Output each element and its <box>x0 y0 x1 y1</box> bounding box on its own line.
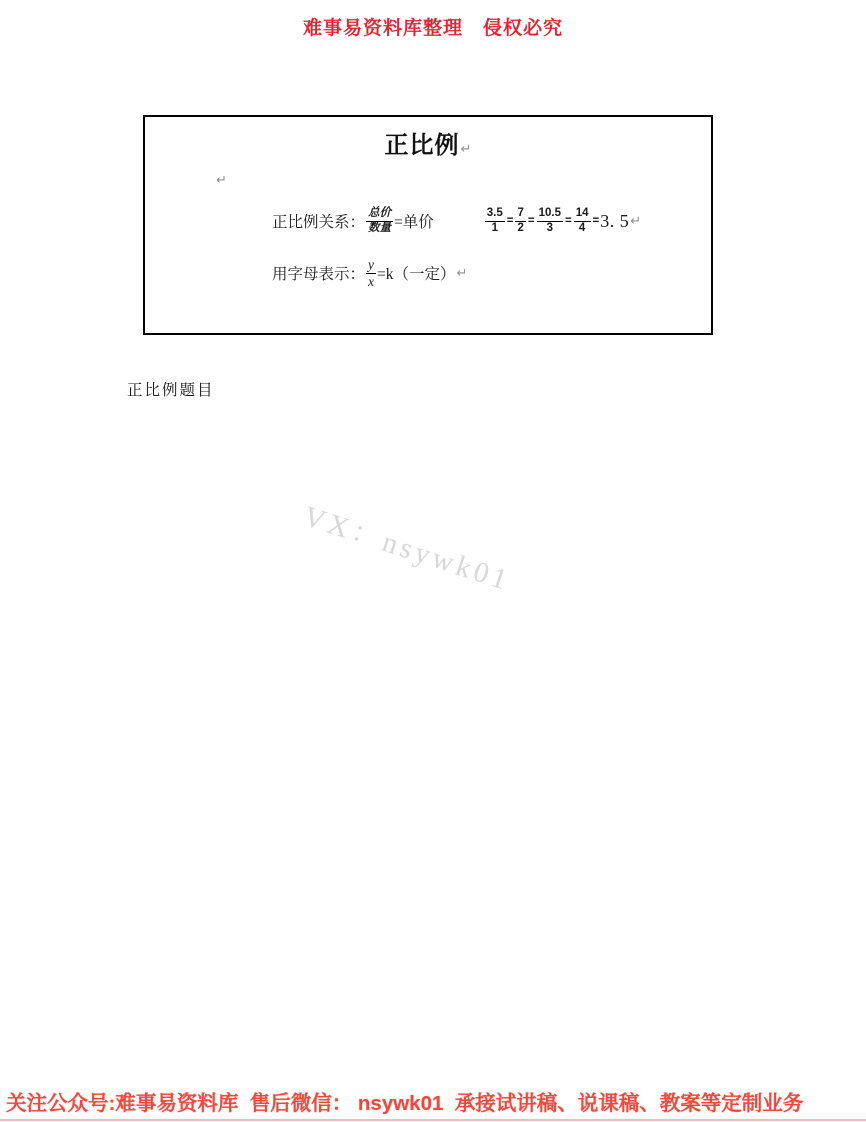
box-title-row <box>145 133 711 159</box>
fraction-denominator: 3 <box>546 221 553 234</box>
fraction-denominator: x <box>368 273 375 289</box>
paragraph-mark-icon: ↵ <box>460 142 472 157</box>
example-fraction <box>574 207 591 234</box>
fraction-numerator: 3.5 <box>485 207 505 221</box>
example-fraction <box>485 207 505 234</box>
relation-label: 正比例关系： <box>272 214 366 231</box>
header-notice: 难事易资料库整理 侵权必究 <box>302 18 563 39</box>
example-fraction <box>537 207 563 234</box>
fraction-numerator: 总价 <box>366 207 393 221</box>
fraction-denominator: 1 <box>491 221 498 234</box>
box-title: 正比例 <box>384 133 460 159</box>
relation-suffix: =单价 <box>394 214 434 231</box>
fraction-numerator: 14 <box>574 207 591 221</box>
example-result: 3. 5 <box>600 210 630 231</box>
fraction-denominator: 4 <box>578 221 586 234</box>
paragraph-mark-icon: ↵ <box>456 265 468 281</box>
footer-notice: 关注公众号:难事易资料库 售后微信： nsywk01 承接试讲稿、说课稿、教案等定制业务 <box>6 1092 804 1115</box>
fraction-numerator: y <box>368 256 375 272</box>
example-fraction <box>515 207 525 234</box>
fraction-numerator: 10.5 <box>537 207 563 221</box>
letter-formula-suffix: =k（一定） <box>377 266 456 283</box>
section-title: 正比例题目 <box>127 382 215 399</box>
footer-underline <box>0 1119 866 1121</box>
equals-sign: = <box>506 215 514 227</box>
watermark: VX：nsywk01 <box>299 499 515 597</box>
fraction-denominator: 数量 <box>368 221 392 234</box>
letter-formula-line <box>272 249 467 297</box>
relation-line <box>272 197 641 245</box>
letter-fraction <box>366 257 376 289</box>
fraction-numerator: 7 <box>515 207 525 221</box>
formula-box <box>143 115 713 335</box>
paragraph-mark-icon: ↵ <box>630 213 642 229</box>
relation-fraction <box>366 207 393 234</box>
fraction-denominator: 2 <box>517 221 524 234</box>
equals-sign: = <box>565 215 572 227</box>
equals-sign: = <box>527 215 535 227</box>
paragraph-mark-icon: ↵ <box>216 173 227 188</box>
letter-formula-label: 用字母表示： <box>272 266 366 283</box>
equals-sign: = <box>592 215 600 227</box>
